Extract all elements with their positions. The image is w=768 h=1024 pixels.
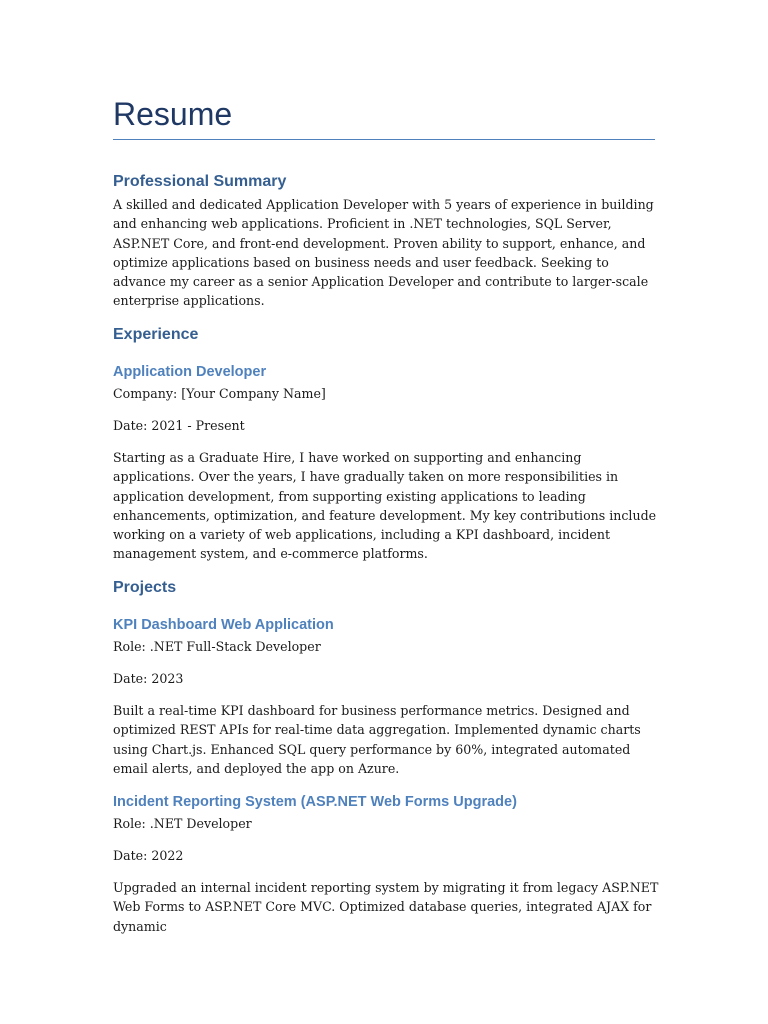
project-date: Date: 2023 bbox=[113, 671, 184, 686]
document-title: Resume bbox=[113, 96, 233, 132]
project-role: Role: .NET Developer bbox=[113, 816, 252, 831]
job-title: Application Developer bbox=[113, 364, 267, 380]
experience-heading: Experience bbox=[113, 326, 199, 343]
title-divider bbox=[113, 139, 655, 140]
projects-heading: Projects bbox=[113, 579, 177, 596]
project-role: Role: .NET Full-Stack Developer bbox=[113, 639, 321, 654]
professional-summary-text: A skilled and dedicated Application Developer with 5 years of experience in building and enhancing web applications. Proficient in .NET technologies, SQL Server, ASP.NET Core, and front-end development. Proven ability to support, enhance, and optimize applications based on business needs and user feedback. Seeking to advance my career as a senior Application Developer and contribute to larger-scale enterprise applications. bbox=[113, 197, 654, 309]
job-date: Date: 2021 - Present bbox=[113, 418, 245, 433]
project-title: KPI Dashboard Web Application bbox=[113, 617, 334, 633]
project-title: Incident Reporting System (ASP.NET Web Forms Upgrade) bbox=[113, 794, 517, 810]
job-company: Company: [Your Company Name] bbox=[113, 386, 326, 401]
project-description: Built a real-time KPI dashboard for business performance metrics. Designed and optimized REST APIs for real-time data aggregation. Implemented dynamic charts using Chart.js. Enhanced SQL query performance by 60%, integrated automated email alerts, and deployed the app on Azure. bbox=[113, 703, 641, 776]
project-date: Date: 2022 bbox=[113, 848, 184, 863]
job-description: Starting as a Graduate Hire, I have worked on supporting and enhancing applications. Over the years, I have gradually taken on more responsibilities in application development, from supporting existing applications to leading enhancements, optimization, and feature development. My key contributions include working on a variety of web applications, including a KPI dashboard, incident management system, and e-commerce platforms. bbox=[113, 450, 657, 562]
professional-summary-heading: Professional Summary bbox=[113, 173, 287, 190]
project-description: Upgraded an internal incident reporting system by migrating it from legacy ASP.NET Web Forms to ASP.NET Core MVC. Optimized database queries, integrated AJAX for dynamic bbox=[113, 880, 659, 934]
